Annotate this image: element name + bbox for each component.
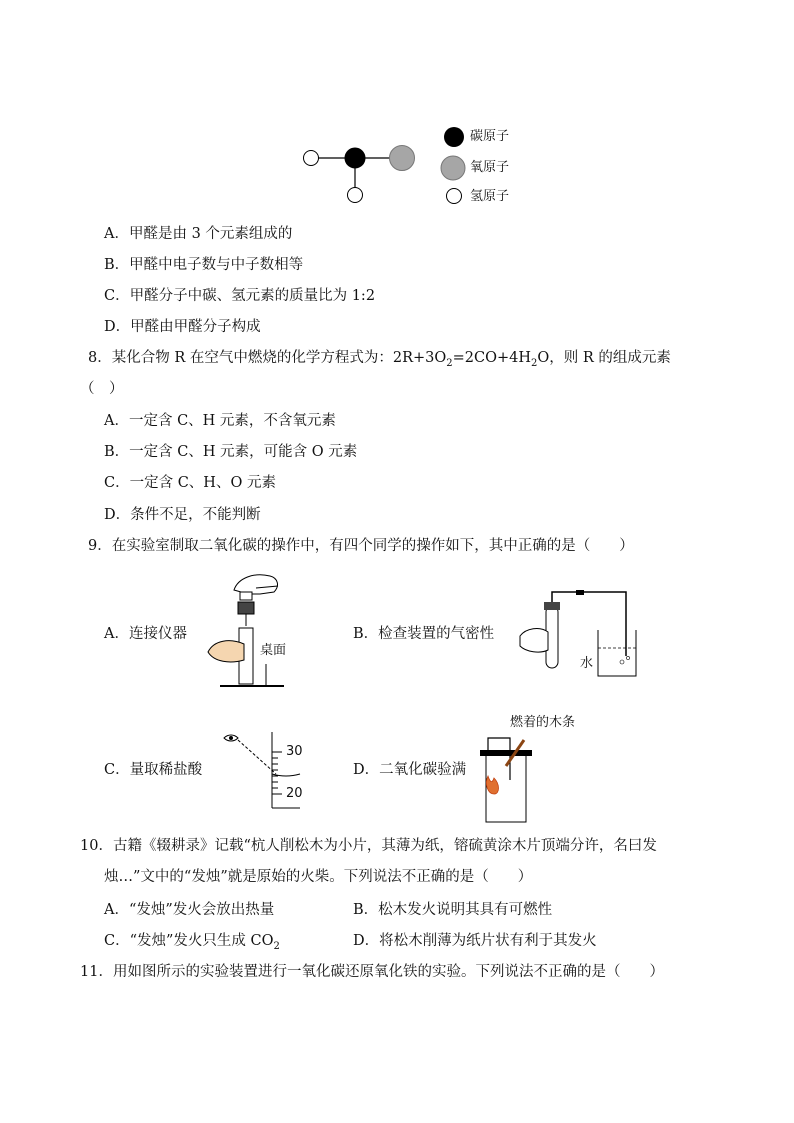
q7-option-c: C．甲醛分子中碳、氢元素的质量比为 1:2 bbox=[104, 288, 376, 304]
connect-apparatus-figure bbox=[204, 568, 294, 692]
q8-option-d: D．条件不足，不能判断 bbox=[104, 507, 261, 523]
hydrogen-legend-label: 氢原子 bbox=[470, 189, 510, 204]
q8-option-c: C．一定含 C、H、O 元素 bbox=[104, 475, 276, 491]
co2-full-check-figure bbox=[478, 736, 538, 824]
q10-option-d: D．将松木削薄为纸片状有利于其发火 bbox=[353, 933, 597, 949]
hydrogen-atom bbox=[304, 151, 319, 166]
q8-answer-blank: （ ） bbox=[80, 381, 124, 397]
q9-option-c: C．量取稀盐酸 bbox=[104, 762, 203, 778]
oxygen-legend-icon bbox=[440, 155, 466, 181]
q7-option-d: D．甲醛由甲醛分子构成 bbox=[104, 319, 261, 335]
q10-option-c: C．“发烛”发火只生成 $CO_2$ bbox=[104, 933, 280, 952]
oxygen-legend-label: 氧原子 bbox=[470, 160, 510, 175]
q7-option-a: A．甲醛是由 3 个元素组成的 bbox=[104, 226, 293, 242]
hydrogen-legend-icon bbox=[445, 187, 463, 205]
burning-stick-label: 燃着的木条 bbox=[510, 715, 576, 730]
water-label: 水 bbox=[580, 656, 594, 671]
q8-option-b: B．一定含 C、H 元素，可能含 O 元素 bbox=[104, 444, 358, 460]
q10-stem-line1: 10．古籍《辍耕录》记载“杭人削松木为小片，其薄为纸，镕硫黄涂木片顶端分许，名曰发 bbox=[80, 838, 657, 854]
oxygen-atom bbox=[390, 146, 415, 171]
tick-20-label: 20 bbox=[286, 786, 303, 801]
q10-stem-line2: 烛…”文中的“发烛”就是原始的火柴。下列说法不正确的是（ ） bbox=[104, 869, 533, 885]
q7-option-b: B．甲醛中电子数与中子数相等 bbox=[104, 257, 304, 273]
q8-option-a: A．一定含 C、H 元素，不含氧元素 bbox=[104, 413, 336, 429]
q9-option-a: A．连接仪器 bbox=[104, 626, 187, 642]
q10-option-b: B．松木发火说明其具有可燃性 bbox=[353, 902, 553, 918]
carbon-legend-label: 碳原子 bbox=[470, 129, 510, 144]
hydrogen-atom bbox=[348, 188, 363, 203]
q9-stem: 9．在实验室制取二氧化碳的操作中，有四个同学的操作如下，其中正确的是（ ） bbox=[88, 538, 634, 554]
formaldehyde-model bbox=[300, 140, 420, 210]
desk-label: 桌面 bbox=[260, 643, 287, 658]
tick-30-label: 30 bbox=[286, 744, 303, 759]
q10-option-a: A．“发烛”发火会放出热量 bbox=[104, 902, 275, 918]
q11-stem: 11．用如图所示的实验装置进行一氧化碳还原氧化铁的实验。下列说法不正确的是（ ） bbox=[80, 964, 664, 980]
q8-stem: 8．某化合物 R 在空气中燃烧的化学方程式为：$2R+3O_2=2CO+4H_2O$，则 R 的组成元素 bbox=[88, 350, 671, 369]
q9-option-d: D．二氧化碳验满 bbox=[353, 762, 467, 778]
carbon-atom bbox=[345, 148, 365, 168]
carbon-legend-icon bbox=[443, 126, 465, 148]
q9-option-b: B．检查装置的气密性 bbox=[353, 626, 495, 642]
